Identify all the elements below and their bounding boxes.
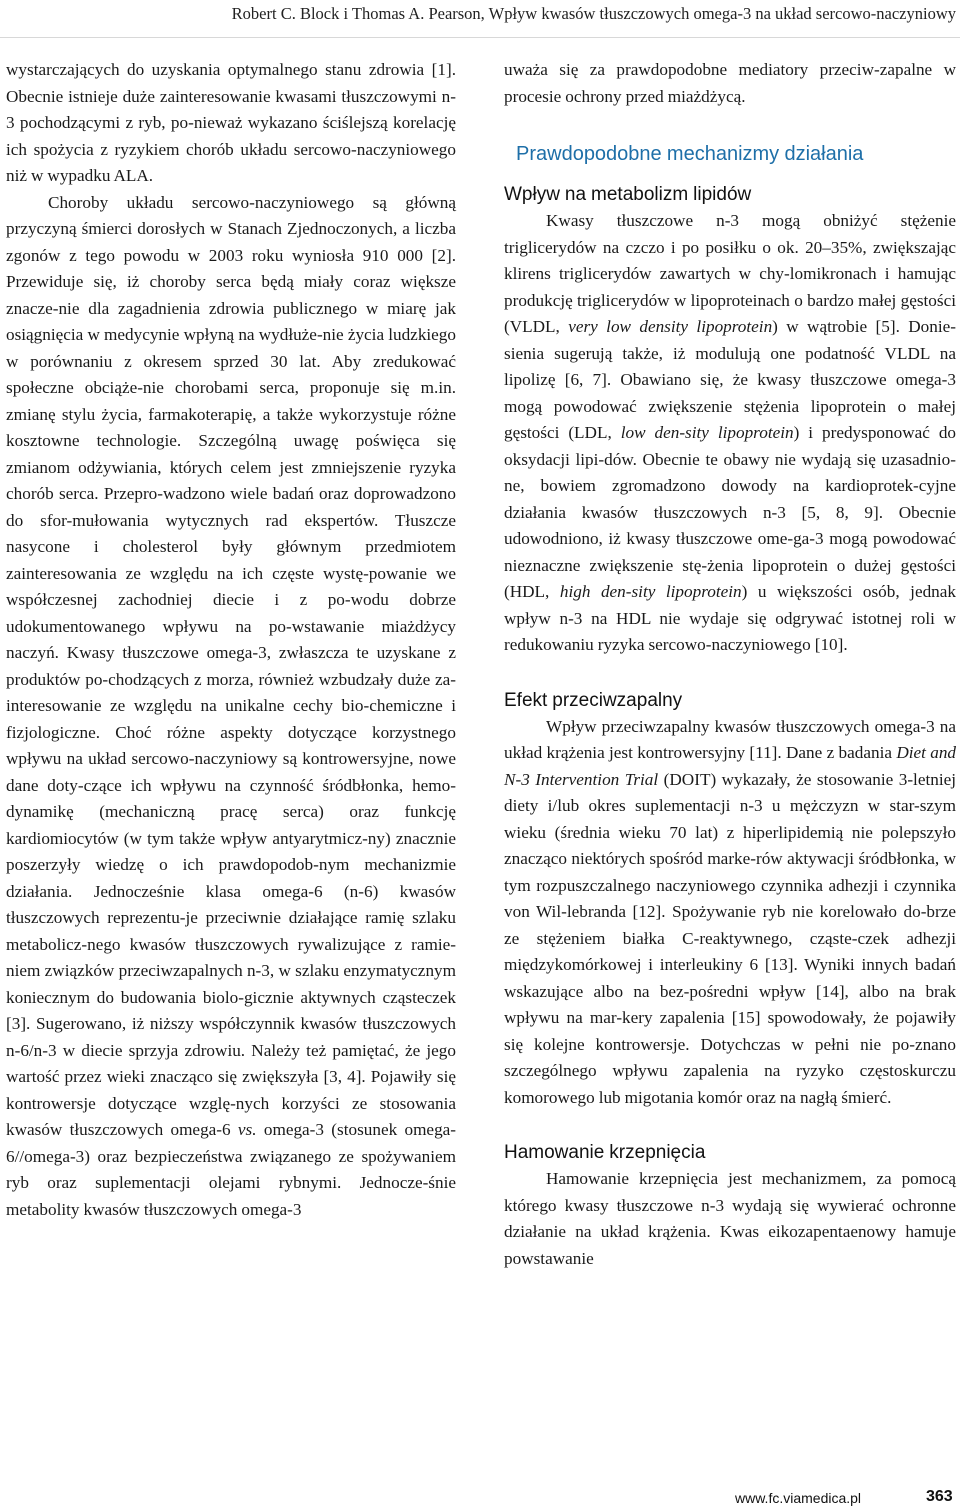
page-number: 363 bbox=[926, 1488, 953, 1505]
paragraph-2-end: omega-3 (stosunek omega-6//omega-3) oraz bezpieczeństwa związanego ze spożywaniem ryb oraz suplementacji olejami rybnymi. Jednocze-śnie metabolity kwasów tłuszczowych omega-3 bbox=[6, 1120, 457, 1219]
footer-url[interactable]: www.fc.viamedica.pl bbox=[735, 1490, 862, 1506]
section-title: Prawdopodobne mechanizmy działania bbox=[516, 143, 864, 165]
paragraph-1: wystarczających do uzyskania optymalnego stanu zdrowia [1]. Obecnie istnieje duże zainteresowanie kwasami tłuszczowymi n-3 pochodzącymi z ryb, po-nieważ wykazano ściślejszą korelację ich spożycia z ryzykiem chorób układu sercowo-naczyniowego niż w wypadku ALA. bbox=[6, 60, 456, 185]
intro-paragraph: uważa się za prawdopodobne mediatory przeciw-zapalne w procesie ochrony przed miażdżycą. bbox=[504, 60, 956, 106]
lipid-text-a: Kwasy tłuszczowe n-3 mogą obniżyć stężenie triglicerydów na czczo i po posiłku o ok. 20–35%, zwiększając klirens triglicerydów zawartych w chy-lomikronach i hamując produkcję triglicerydów w lipoproteinach o bardzo małej gęstości (VLDL, bbox=[504, 211, 956, 336]
lipid-text-c: ) i predysponować do oksydacji lipi-dów. Obecnie te obawy nie wydają się uzasadnio-ne, bowiem zgromadzono dowody na kardioprotek-cyjne działania kwasów tłuszczowych n-3 [5, 8, 9]. Obecnie udowodniono, iż kwasy tłuszczowe ome-ga-3 mogą powodować nieznaczne zwiększenie stę-żenia lipoprotein o dużej gęstości (HDL, bbox=[504, 423, 957, 601]
doit-trial-name: Diet and N-3 Intervention Trial bbox=[504, 743, 957, 789]
lipid-text-b: ) w wątrobie [5]. Donie-sienia sugerują także, iż modulują one podatność VLDL na lipolizę [6, 7]. Obawiano się, że kwasy tłuszczowe omega-3 mogą powodować zwiększenie stężenia lipoprotein o małej gęstości (LDL, bbox=[504, 317, 956, 442]
inflammatory-text-b: (DOIT) wykazały, że stosowanie 3-letniej diety i/lub okres suplementacji n-3 u mężczyzn w star-szym wieku (średnia wieku 70 lat) z hiperlipidemią nie polepszyło znacząco niektórych spośród marke-rów aktywacji śródbłonka, w tym rozpuszczalnego naczyniowego czynnika adhezji i czynnika von Wil-lebranda [12]. Spożywanie ryb nie korelowało do-brze ze stężeniem białka C-reaktywnego, cząste-czek adhezji międzykomórkowej i interleukiny 6 [13]. Wyniki innych badań wskazujące albo na bez-pośredni wpływ [14], albo na brak wpływu na mar-kery zapalenia [15] spowodowały, że pojawiły się kolejne kontrowersje. Dotychczas w pełni nie po-znano szczególnego wpływu zapalenia na ryzyko częstoskurczu komorowego lub migotania komór oraz na nagłą śmierć. bbox=[504, 769, 957, 1107]
subsection-lipid-metabolism: Wpływ na metabolizm lipidów bbox=[504, 184, 752, 205]
subsection-coagulation: Hamowanie krzepnięcia bbox=[504, 1142, 706, 1163]
paragraph-2-text: Choroby układu sercowo-naczyniowego są główną przyczyną śmierci dorosłych w Stanach Zjednoczonych, a liczba zgonów z tego powodu w 2003 roku wyniosła 910 000 [2]. Przewiduje się, iż choroby serca będą miały coraz większe znacze-nie dla zagadnienia zdrowia publicznego w miarę jak osiągnięcia w medycynie wpłyną na wydłuże-nie życia ludzkiego w porównaniu z okresem sprzed 30 lat. Aby zredukować społeczne obciąże-nie chorobami serca, proponuje się m.in. zmianę stylu życia, farmakoterapię, a także wykorzystuje różne kosztowne technologie. Szczególną uwagę poświęca się zmianom odżywiania, których celem jest zmniejszenie ryzyka chorób serca. Przepro-wadzono wiele badań oraz doprowadzono do sfor-mułowania wytycznych rad ekspertów. Tłuszcze nasycone i cholesterol były głównym przedmiotem zainteresowania ze względu na ich częste wystę-powanie we współczesnej zachodniej diecie i z po-wodu dobrze udokumentowanego wpływu na po-wstawanie miażdżycy naczyń. Kwasy tłuszczowe omega-3, zwłaszcza te uzyskane z produktów po-chodzących z morza, również wzbudzały duże za-interesowanie ze względu na unikalne cechy bio-chemiczne i fizjologiczne. Choć różne aspekty dotyczące korzystnego wpływu na układ sercowo-naczyniowy są kontrowersyjne, nowe dane doty-czące ich wpływu na czynność śródbłonka, hemo-dynamikę (mechaniczną pracę serca) oraz funkcję kardiomiocytów (w tym także wpływ antyarytmicz-ny) znacznie poszerzyły wiedzę o ich prawdopodob-nym mechanizmie działania. Jednocześnie klasa omega-6 (n-6) kwasów tłuszczowych reprezentu-je przeciwnie działające ramię szlaku metabolicz-nego kwasów tłuszczowych rywalizujące z ramie-niem związków przeciwzapalnych n-3, w szlaku enzymatycznym koniecznym do budowania biolo-gicznie aktywnych cząsteczek [3]. Sugerowano, iż niższy współczynnik kwasów tłuszczowych n-6/n-3 w diecie sprzyja zdrowiu. Należy też pamiętać, że jego wartość przez wieki znacząco się zwiększyła [3, 4]. Pojawiły się kontrowersje dotyczące wzglę-nych korzyści ze stosowania kwasów tłuszczowych omega-6 bbox=[6, 192, 456, 1139]
running-header bbox=[0, 0, 960, 30]
versus-abbr: vs. bbox=[237, 1120, 257, 1139]
left-column bbox=[6, 57, 456, 1223]
inflammatory-paragraph bbox=[504, 714, 956, 1112]
lipid-text-d: ) u większości osób, jednak wpływ n-3 na HDL nie wydaje się odgrywać istotnej roli w redukowaniu ryzyka sercowo-naczyniowego [10]. bbox=[504, 582, 956, 654]
lipid-paragraph bbox=[504, 208, 956, 659]
right-column bbox=[504, 57, 956, 1272]
paragraph-2 bbox=[6, 190, 456, 1224]
inflammatory-text-a: Wpływ przeciwzapalny kwasów tłuszczowych omega-3 na układ krążenia jest kontrowersyjny [11]. Dane z badania bbox=[504, 716, 956, 762]
running-header-text: Robert C. Block i Thomas A. Pearson, Wpływ kwasów tłuszczowych omega-3 na układ sercowo-naczyniowy bbox=[231, 4, 956, 23]
ldl-term: low den-sity lipoprotein bbox=[620, 423, 794, 442]
subsection-anti-inflammatory: Efekt przeciwzapalny bbox=[504, 689, 683, 711]
vldl-term: very low density lipoprotein bbox=[568, 317, 773, 336]
header-divider bbox=[0, 37, 960, 38]
coagulation-paragraph: Hamowanie krzepnięcia jest mechanizmem, za pomocą którego kwasy tłuszczowe n-3 wydają się wywierać ochronne działanie na układ krążenia. Kwas eikozapentaenowy hamuje powstawanie bbox=[504, 1169, 956, 1268]
hdl-term: high den-sity lipoprotein bbox=[559, 582, 742, 601]
